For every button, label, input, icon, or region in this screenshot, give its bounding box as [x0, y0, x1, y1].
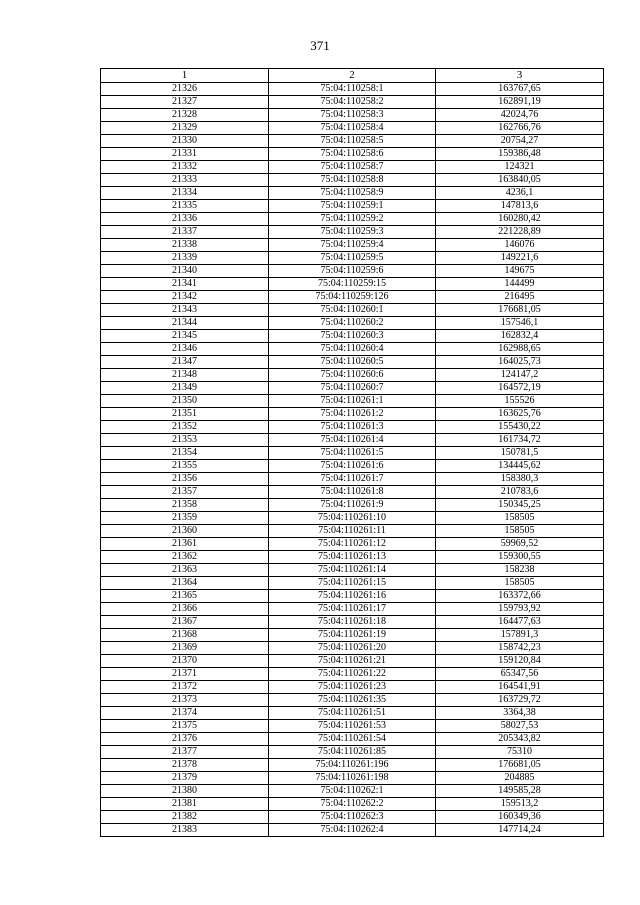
column-header-1: 1	[101, 69, 269, 83]
table-row	[101, 239, 604, 252]
cadastral-number-cell: 75:04:110261:5	[269, 447, 436, 460]
table-row	[101, 109, 604, 122]
row-number-cell: 21373	[101, 694, 269, 707]
value-cell: 162832,4	[436, 330, 604, 343]
row-number-cell: 21333	[101, 174, 269, 187]
value-cell: 159386,48	[436, 148, 604, 161]
cadastral-number-cell: 75:04:110259:3	[269, 226, 436, 239]
row-number-cell: 21335	[101, 200, 269, 213]
value-cell: 59969,52	[436, 538, 604, 551]
table-row	[101, 564, 604, 577]
table-body	[101, 83, 604, 837]
row-number-cell: 21341	[101, 278, 269, 291]
cadastral-number-cell: 75:04:110258:7	[269, 161, 436, 174]
value-cell: 149221,6	[436, 252, 604, 265]
table-row	[101, 655, 604, 668]
row-number-cell: 21352	[101, 421, 269, 434]
cadastral-number-cell: 75:04:110261:15	[269, 577, 436, 590]
header-row	[101, 69, 604, 83]
row-number-cell: 21332	[101, 161, 269, 174]
row-number-cell: 21371	[101, 668, 269, 681]
row-number-cell: 21358	[101, 499, 269, 512]
cadastral-number-cell: 75:04:110259:1	[269, 200, 436, 213]
table-row	[101, 694, 604, 707]
cadastral-number-cell: 75:04:110261:54	[269, 733, 436, 746]
cadastral-number-cell: 75:04:110261:9	[269, 499, 436, 512]
row-number-cell: 21345	[101, 330, 269, 343]
value-cell: 146076	[436, 239, 604, 252]
row-number-cell: 21354	[101, 447, 269, 460]
value-cell: 124147,2	[436, 369, 604, 382]
cadastral-number-cell: 75:04:110261:35	[269, 694, 436, 707]
table-row	[101, 252, 604, 265]
row-number-cell: 21346	[101, 343, 269, 356]
table-row	[101, 668, 604, 681]
row-number-cell: 21374	[101, 707, 269, 720]
cadastral-number-cell: 75:04:110261:12	[269, 538, 436, 551]
value-cell: 164541,91	[436, 681, 604, 694]
table-row	[101, 356, 604, 369]
row-number-cell: 21337	[101, 226, 269, 239]
value-cell: 158238	[436, 564, 604, 577]
row-number-cell: 21338	[101, 239, 269, 252]
value-cell: 157546,1	[436, 317, 604, 330]
cadastral-number-cell: 75:04:110262:2	[269, 798, 436, 811]
table-row	[101, 226, 604, 239]
table-row	[101, 720, 604, 733]
value-cell: 210783,6	[436, 486, 604, 499]
value-cell: 20754,27	[436, 135, 604, 148]
value-cell: 150345,25	[436, 499, 604, 512]
row-number-cell: 21370	[101, 655, 269, 668]
value-cell: 124321	[436, 161, 604, 174]
row-number-cell: 21372	[101, 681, 269, 694]
value-cell: 155430,22	[436, 421, 604, 434]
row-number-cell: 21353	[101, 434, 269, 447]
column-header-2: 2	[269, 69, 436, 83]
cadastral-number-cell: 75:04:110261:8	[269, 486, 436, 499]
table-row	[101, 447, 604, 460]
row-number-cell: 21369	[101, 642, 269, 655]
table-row	[101, 343, 604, 356]
row-number-cell: 21359	[101, 512, 269, 525]
table-row	[101, 304, 604, 317]
cadastral-number-cell: 75:04:110259:5	[269, 252, 436, 265]
table-row	[101, 317, 604, 330]
row-number-cell: 21349	[101, 382, 269, 395]
table-row	[101, 525, 604, 538]
cadastral-number-cell: 75:04:110259:15	[269, 278, 436, 291]
value-cell: 158505	[436, 525, 604, 538]
table-row	[101, 616, 604, 629]
row-number-cell: 21334	[101, 187, 269, 200]
value-cell: 221228,89	[436, 226, 604, 239]
cadastral-number-cell: 75:04:110260:4	[269, 343, 436, 356]
cadastral-number-cell: 75:04:110261:19	[269, 629, 436, 642]
cadastral-number-cell: 75:04:110261:4	[269, 434, 436, 447]
value-cell: 159300,55	[436, 551, 604, 564]
table-row	[101, 382, 604, 395]
cadastral-number-cell: 75:04:110262:3	[269, 811, 436, 824]
table-row	[101, 538, 604, 551]
value-cell: 58027,53	[436, 720, 604, 733]
row-number-cell: 21350	[101, 395, 269, 408]
value-cell: 162891,19	[436, 96, 604, 109]
cadastral-number-cell: 75:04:110261:13	[269, 551, 436, 564]
value-cell: 42024,76	[436, 109, 604, 122]
table-row	[101, 434, 604, 447]
cadastral-number-cell: 75:04:110261:20	[269, 642, 436, 655]
row-number-cell: 21364	[101, 577, 269, 590]
cadastral-number-cell: 75:04:110261:3	[269, 421, 436, 434]
table-row	[101, 811, 604, 824]
row-number-cell: 21330	[101, 135, 269, 148]
cadastral-number-cell: 75:04:110258:8	[269, 174, 436, 187]
value-cell: 155526	[436, 395, 604, 408]
cadastral-number-cell: 75:04:110261:21	[269, 655, 436, 668]
value-cell: 4236,1	[436, 187, 604, 200]
cadastral-number-cell: 75:04:110261:51	[269, 707, 436, 720]
table-row	[101, 512, 604, 525]
cadastral-number-cell: 75:04:110258:1	[269, 83, 436, 96]
table-row	[101, 369, 604, 382]
value-cell: 158505	[436, 577, 604, 590]
registry-table	[100, 68, 604, 837]
row-number-cell: 21357	[101, 486, 269, 499]
value-cell: 159793,92	[436, 603, 604, 616]
table-row	[101, 122, 604, 135]
cadastral-number-cell: 75:04:110260:7	[269, 382, 436, 395]
row-number-cell: 21355	[101, 460, 269, 473]
page-number: 371	[310, 38, 330, 53]
cadastral-number-cell: 75:04:110258:3	[269, 109, 436, 122]
value-cell: 3364,38	[436, 707, 604, 720]
table-row	[101, 603, 604, 616]
value-cell: 159120,84	[436, 655, 604, 668]
row-number-cell: 21327	[101, 96, 269, 109]
value-cell: 164477,63	[436, 616, 604, 629]
cadastral-number-cell: 75:04:110258:5	[269, 135, 436, 148]
row-number-cell: 21356	[101, 473, 269, 486]
table-row	[101, 499, 604, 512]
table-row	[101, 200, 604, 213]
value-cell: 147813,6	[436, 200, 604, 213]
table-row	[101, 408, 604, 421]
cadastral-number-cell: 75:04:110259:6	[269, 265, 436, 278]
cadastral-number-cell: 75:04:110261:14	[269, 564, 436, 577]
cadastral-number-cell: 75:04:110261:85	[269, 746, 436, 759]
cadastral-number-cell: 75:04:110261:53	[269, 720, 436, 733]
cadastral-number-cell: 75:04:110260:6	[269, 369, 436, 382]
row-number-cell: 21366	[101, 603, 269, 616]
cadastral-number-cell: 75:04:110261:22	[269, 668, 436, 681]
table-row	[101, 96, 604, 109]
column-header-3: 3	[436, 69, 604, 83]
table-row	[101, 681, 604, 694]
cadastral-number-cell: 75:04:110261:11	[269, 525, 436, 538]
table-row	[101, 642, 604, 655]
row-number-cell: 21339	[101, 252, 269, 265]
table-row	[101, 421, 604, 434]
cadastral-number-cell: 75:04:110261:6	[269, 460, 436, 473]
row-number-cell: 21381	[101, 798, 269, 811]
cadastral-number-cell: 75:04:110260:1	[269, 304, 436, 317]
value-cell: 163840,05	[436, 174, 604, 187]
cadastral-number-cell: 75:04:110262:1	[269, 785, 436, 798]
value-cell: 160280,42	[436, 213, 604, 226]
value-cell: 160349,36	[436, 811, 604, 824]
row-number-cell: 21342	[101, 291, 269, 304]
cadastral-number-cell: 75:04:110262:4	[269, 824, 436, 837]
value-cell: 205343,82	[436, 733, 604, 746]
table-row	[101, 135, 604, 148]
cadastral-number-cell: 75:04:110259:4	[269, 239, 436, 252]
row-number-cell: 21382	[101, 811, 269, 824]
row-number-cell: 21326	[101, 83, 269, 96]
cadastral-number-cell: 75:04:110261:2	[269, 408, 436, 421]
row-number-cell: 21344	[101, 317, 269, 330]
row-number-cell: 21340	[101, 265, 269, 278]
table-row	[101, 174, 604, 187]
row-number-cell: 21380	[101, 785, 269, 798]
table-row	[101, 746, 604, 759]
row-number-cell: 21378	[101, 759, 269, 772]
value-cell: 204885	[436, 772, 604, 785]
row-number-cell: 21361	[101, 538, 269, 551]
cadastral-number-cell: 75:04:110258:9	[269, 187, 436, 200]
cadastral-number-cell: 75:04:110260:2	[269, 317, 436, 330]
row-number-cell: 21351	[101, 408, 269, 421]
table-row	[101, 278, 604, 291]
row-number-cell: 21331	[101, 148, 269, 161]
value-cell: 150781,5	[436, 447, 604, 460]
table-row	[101, 473, 604, 486]
value-cell: 144499	[436, 278, 604, 291]
row-number-cell: 21328	[101, 109, 269, 122]
row-number-cell: 21362	[101, 551, 269, 564]
cadastral-number-cell: 75:04:110258:6	[269, 148, 436, 161]
row-number-cell: 21376	[101, 733, 269, 746]
table-row	[101, 824, 604, 837]
table-row	[101, 213, 604, 226]
row-number-cell: 21375	[101, 720, 269, 733]
cadastral-number-cell: 75:04:110261:10	[269, 512, 436, 525]
value-cell: 65347,56	[436, 668, 604, 681]
table-row	[101, 577, 604, 590]
cadastral-number-cell: 75:04:110261:16	[269, 590, 436, 603]
value-cell: 158505	[436, 512, 604, 525]
value-cell: 159513,2	[436, 798, 604, 811]
cadastral-number-cell: 75:04:110261:1	[269, 395, 436, 408]
cadastral-number-cell: 75:04:110261:17	[269, 603, 436, 616]
table-row	[101, 265, 604, 278]
value-cell: 162988,65	[436, 343, 604, 356]
cadastral-number-cell: 75:04:110260:5	[269, 356, 436, 369]
table-row	[101, 161, 604, 174]
cadastral-number-cell: 75:04:110261:198	[269, 772, 436, 785]
cadastral-number-cell: 75:04:110261:23	[269, 681, 436, 694]
value-cell: 75310	[436, 746, 604, 759]
table-row	[101, 590, 604, 603]
table-row	[101, 395, 604, 408]
row-number-cell: 21377	[101, 746, 269, 759]
value-cell: 149675	[436, 265, 604, 278]
row-number-cell: 21347	[101, 356, 269, 369]
cadastral-number-cell: 75:04:110258:4	[269, 122, 436, 135]
value-cell: 176681,05	[436, 759, 604, 772]
table-row	[101, 551, 604, 564]
value-cell: 216495	[436, 291, 604, 304]
table-row	[101, 798, 604, 811]
table-row	[101, 148, 604, 161]
table-row	[101, 460, 604, 473]
row-number-cell: 21367	[101, 616, 269, 629]
cadastral-number-cell: 75:04:110258:2	[269, 96, 436, 109]
table-row	[101, 759, 604, 772]
table-row	[101, 486, 604, 499]
table-row	[101, 772, 604, 785]
value-cell: 162766,76	[436, 122, 604, 135]
row-number-cell: 21348	[101, 369, 269, 382]
cadastral-number-cell: 75:04:110261:18	[269, 616, 436, 629]
table-row	[101, 785, 604, 798]
table-row	[101, 330, 604, 343]
table-row	[101, 707, 604, 720]
value-cell: 161734,72	[436, 434, 604, 447]
value-cell: 158380,3	[436, 473, 604, 486]
row-number-cell: 21365	[101, 590, 269, 603]
value-cell: 158742,23	[436, 642, 604, 655]
cadastral-number-cell: 75:04:110261:196	[269, 759, 436, 772]
row-number-cell: 21363	[101, 564, 269, 577]
table-row	[101, 291, 604, 304]
value-cell: 163372,66	[436, 590, 604, 603]
cadastral-number-cell: 75:04:110260:3	[269, 330, 436, 343]
value-cell: 163625,76	[436, 408, 604, 421]
table-row	[101, 83, 604, 96]
value-cell: 176681,05	[436, 304, 604, 317]
row-number-cell: 21336	[101, 213, 269, 226]
value-cell: 157891,3	[436, 629, 604, 642]
row-number-cell: 21368	[101, 629, 269, 642]
cadastral-number-cell: 75:04:110259:2	[269, 213, 436, 226]
value-cell: 164025,73	[436, 356, 604, 369]
value-cell: 134445,62	[436, 460, 604, 473]
value-cell: 147714,24	[436, 824, 604, 837]
cadastral-number-cell: 75:04:110259:126	[269, 291, 436, 304]
cadastral-number-cell: 75:04:110261:7	[269, 473, 436, 486]
table-row	[101, 733, 604, 746]
value-cell: 164572,19	[436, 382, 604, 395]
row-number-cell: 21360	[101, 525, 269, 538]
value-cell: 163729,72	[436, 694, 604, 707]
value-cell: 149585,28	[436, 785, 604, 798]
table-row	[101, 629, 604, 642]
table-row	[101, 187, 604, 200]
row-number-cell: 21343	[101, 304, 269, 317]
row-number-cell: 21329	[101, 122, 269, 135]
row-number-cell: 21383	[101, 824, 269, 837]
value-cell: 163767,65	[436, 83, 604, 96]
row-number-cell: 21379	[101, 772, 269, 785]
